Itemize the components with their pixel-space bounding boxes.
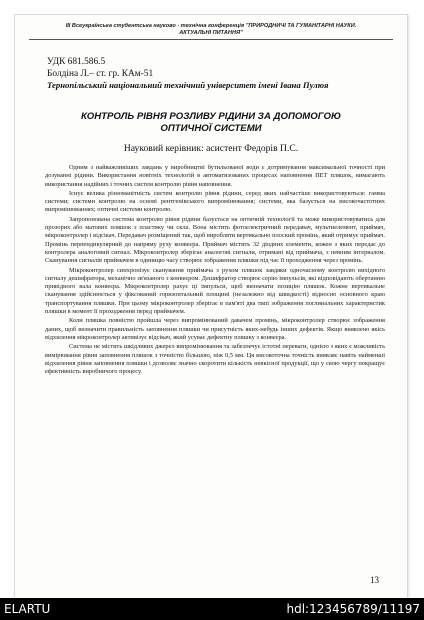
udc-code: УДК 681.586.5 [47,57,106,67]
paragraph-3: Запропонована система контролю рівня рідини базується на оптичній технології та може використовуватись для прозорих або матових пляшок з пластику чи скла. Вона містить фотоелектричний передавач, мультиелемент, приймач, мікроконтролер і відсікач. Передавач розміщений так, щоб виробляти вертикально плоский промінь, який отримує приймач. Промінь перпендикулярний до напряму руху конвеєра. Приймач містить 32 діодних елементи, кожен з яких передає до контролера аналоговий сигнал. Мікроконтролер зберігає аналогові сигнали, отримані від приймача, з певним інтервалом. Сканування сигналів приймачем в одиницю часу створює зображення пляшки під час її проходження через промінь. [45,215,385,265]
page-number: 13 [370,575,379,585]
article-meta [47,57,329,92]
article-body [45,164,385,377]
paragraph-1: Одним з найважливіших завдань у виробництві бутильованої води є дотримування максимальної точності при дозуванні рідини. Використання новітніх технологій в автоматизованих процесах наповнення ПЕТ пляшок, вимагають використання надійних і точних систем контролю рівня наповнення. [45,164,385,188]
paragraph-2: Існує велика різноманітність систем контролю рівня рідини, серед яких найчастіше використовуються: гамма системи; системи контролю на основі рентгенівського випромінювання; системи, яка базується на високочастотних випромінюваннях; оптичні системи контролю. [45,189,385,214]
university-line: Тернопільський національний технічний університет імені Івана Пулюя [47,80,329,90]
conference-header-line2: АКТУАЛЬНІ ПИТАННЯ" [179,30,243,36]
repository-name[interactable]: ELARTU [4,602,51,616]
document-page [14,14,408,600]
author-line: Болдіна Л.– ст. гр. КАм-51 [47,68,154,79]
article-title [35,111,387,134]
supervisor-line: Науковий керівник: асистент Федорів П.С. [123,143,299,154]
paragraph-4: Мікроконтролер синхронізує сканування приймача з рухом пляшок завдяки одночасному контролю вихідного сигналу дешифратора, механічно зв'язаного з конвеєром. Дешифратор створює серію імпульсів, які відповідають обертанню привідного вала конвеєра. Мікроконтролер рахує ці імпульси, щоб визначати позицію пляшок. Кожне вертикальне сканування здійснюється у фіксований горизонтальний площині (незалежно від швидкості) відносно основного краю транспортування пляшки. При цьому мікроконтролер зберігає в пам'яті два типі зображення поглинальних характеристик пляшки в момент її проходження перед приймачем. [45,266,385,316]
repository-footer [0,598,424,620]
conference-header-line1: ІІІ Всеукраїнська студентська науково - технічна конференція "ПРИРОДНИЧІ ТА ГУМАНІТАРНІ НАУКИ. [65,23,357,29]
paragraph-5: Коли пляшка повністю пройшла через випромінюваний давачем промінь, мікроконтролер створює зображення даних, щоб визначити правильність заповнення пляшки чи присутність яких-небудь інших дефектів. Якщо виявлено якісь відхилення мікроконтролер активізує відсікач, який усуває дефектну пляшку з конвеєра. [45,317,385,341]
title-line1: КОНТРОЛЬ РІВНЯ РОЗЛИВУ РІДИНИ ЗА ДОПОМОГОЮ [81,111,341,122]
handle-identifier[interactable]: hdl:123456789/11197 [286,602,420,616]
title-line2: ОПТИЧНОЇ СИСТЕМИ [160,122,262,134]
header-rule [29,39,393,40]
paragraph-6: Система не містить шкідливих джерел випромінювання та забезпечує істотні переваги, однією з яких є можливість вимірювання рівня заповнення пляшок з точністю більшою, ніж 0,5 мм. Ця високоточна точність виявляє навіть найменші відхилення рівня заповнення пляшки і дозволяє значно скоротити кількість невкісної продукції, що у свою чергу покращує ефективність виробничого процесу. [45,343,385,376]
conference-header [29,23,393,40]
